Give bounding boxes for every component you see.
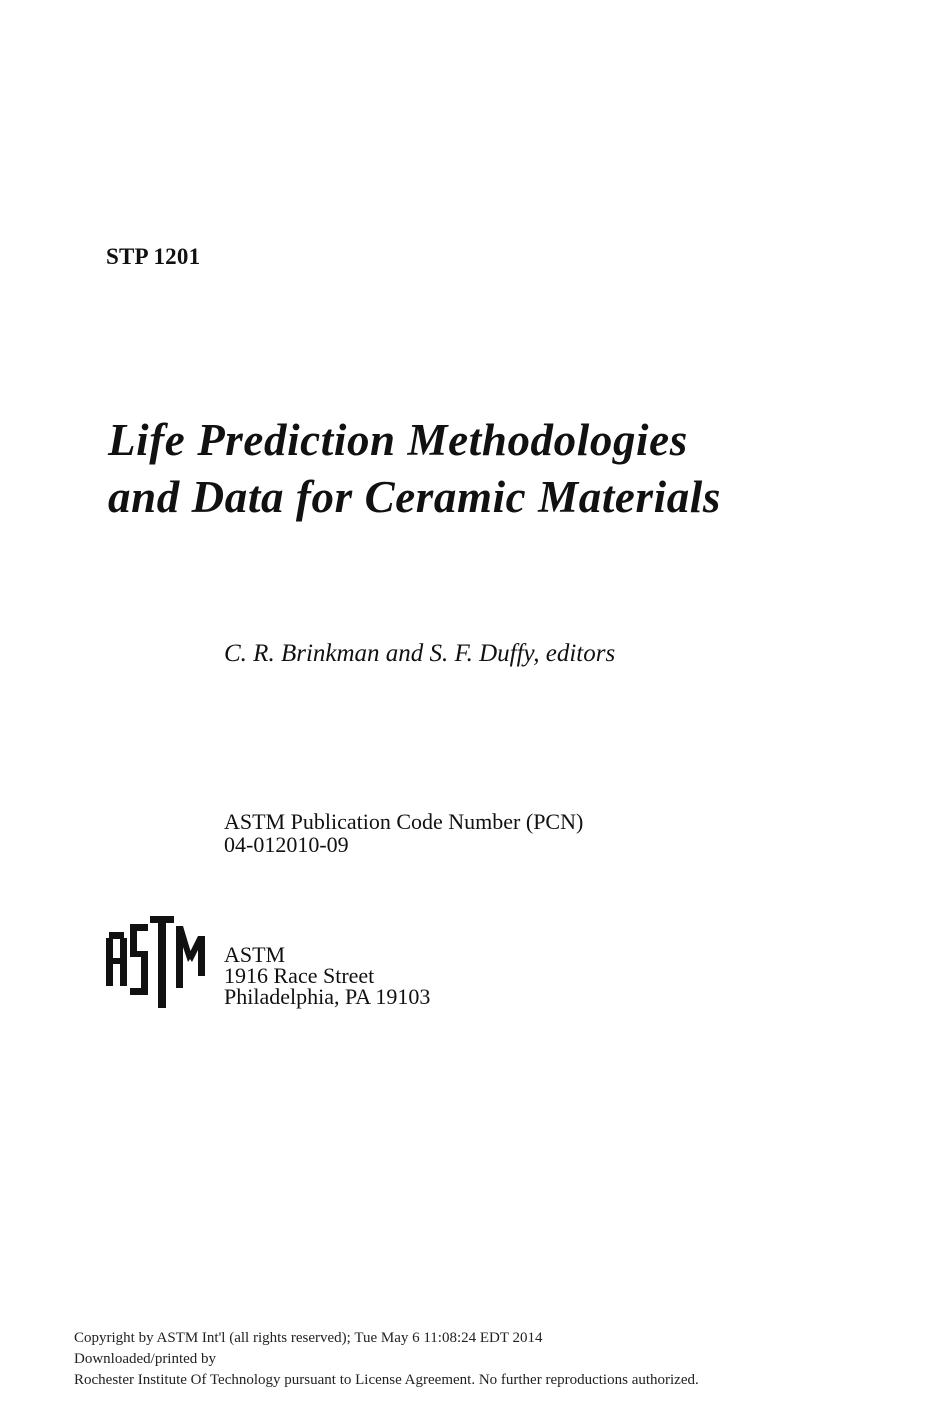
publication-code-number: 04-012010-09: [224, 832, 349, 857]
book-title-line-2: and Data for Ceramic Materials: [108, 472, 722, 522]
series-number: STP 1201: [106, 244, 201, 269]
astm-logo-icon: [106, 914, 206, 1008]
book-title: [108, 412, 721, 526]
footer-line-license: Rochester Institute Of Technology pursuant to License Agreement. No further reproductions authorized.: [74, 1372, 699, 1388]
publication-code-block: [224, 810, 583, 856]
publication-code-label: ASTM Publication Code Number (PCN): [224, 809, 584, 834]
publisher-address: [224, 944, 430, 1007]
publisher-city: Philadelphia, PA 19103: [224, 984, 431, 1009]
copyright-footer: [74, 1328, 699, 1391]
footer-line-copyright: Copyright by ASTM Int'l (all rights reserved); Tue May 6 11:08:24 EDT 2014: [74, 1330, 543, 1346]
publisher-name: ASTM: [224, 942, 286, 967]
publisher-street: 1916 Race Street: [224, 963, 375, 988]
editors-line: C. R. Brinkman and S. F. Duffy, editors: [224, 640, 616, 667]
footer-line-downloaded: Downloaded/printed by: [74, 1351, 217, 1367]
book-title-line-1: Life Prediction Methodologies: [108, 415, 688, 465]
